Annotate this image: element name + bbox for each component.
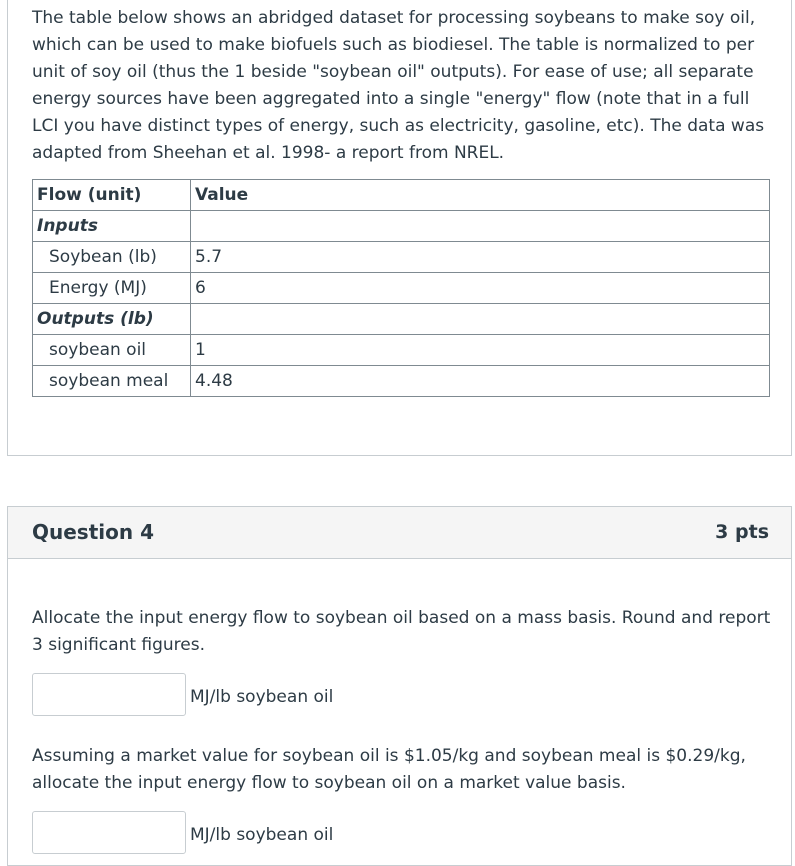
answer-input-mass-basis[interactable] bbox=[32, 673, 186, 716]
value-cell: 4.48 bbox=[191, 366, 770, 397]
table-row bbox=[33, 273, 770, 304]
table-row bbox=[33, 335, 770, 366]
empty-cell bbox=[191, 304, 770, 335]
inputs-category-row bbox=[33, 211, 770, 242]
inputs-label: Inputs bbox=[33, 211, 191, 242]
header-value: Value bbox=[191, 180, 770, 211]
value-cell: 6 bbox=[191, 273, 770, 304]
header-flow: Flow (unit) bbox=[33, 180, 191, 211]
answer-input-market-basis[interactable] bbox=[32, 811, 186, 854]
dataset-description: The table below shows an abridged dataset for processing soybeans to make soy oil, which can be used to make biofuels such as biodiesel. The table is normalized to per unit of soy oil (thus the 1 beside "soybean oil" outputs). For ease of use; all separate energy sources have been aggregated into a single "energy" flow (note that in a full LCI you have distinct types of energy, such as electricity, gasoline, etc). The data was adapted from Sheehan et al. 1998- a report from NREL. bbox=[32, 8, 765, 163]
question-part2-text: Assuming a market value for soybean oil is $1.05/kg and soybean meal is $0.29/kg, allocate the input energy flow to soybean oil on a market value basis. bbox=[32, 746, 746, 793]
outputs-category-row bbox=[33, 304, 770, 335]
value-cell: 5.7 bbox=[191, 242, 770, 273]
empty-cell bbox=[191, 211, 770, 242]
question-points: 3 pts bbox=[715, 521, 769, 543]
table-header-row bbox=[33, 180, 770, 211]
flow-cell: Soybean (lb) bbox=[33, 242, 191, 273]
flow-cell: Energy (MJ) bbox=[33, 273, 191, 304]
unit-label-1: MJ/lb soybean oil bbox=[190, 687, 334, 707]
flow-cell: soybean meal bbox=[33, 366, 191, 397]
question-title: Question 4 bbox=[32, 520, 154, 544]
table-row bbox=[33, 242, 770, 273]
table-row bbox=[33, 366, 770, 397]
flow-cell: soybean oil bbox=[33, 335, 191, 366]
lci-data-table bbox=[32, 179, 770, 397]
value-cell: 1 bbox=[191, 335, 770, 366]
outputs-label: Outputs (lb) bbox=[33, 304, 191, 335]
question-card bbox=[7, 506, 792, 866]
question-part1-text: Allocate the input energy flow to soybean oil based on a mass basis. Round and report 3 significant figures. bbox=[32, 608, 771, 655]
unit-label-2: MJ/lb soybean oil bbox=[190, 825, 334, 845]
previous-question-card bbox=[7, 0, 792, 456]
question-header bbox=[8, 507, 791, 559]
